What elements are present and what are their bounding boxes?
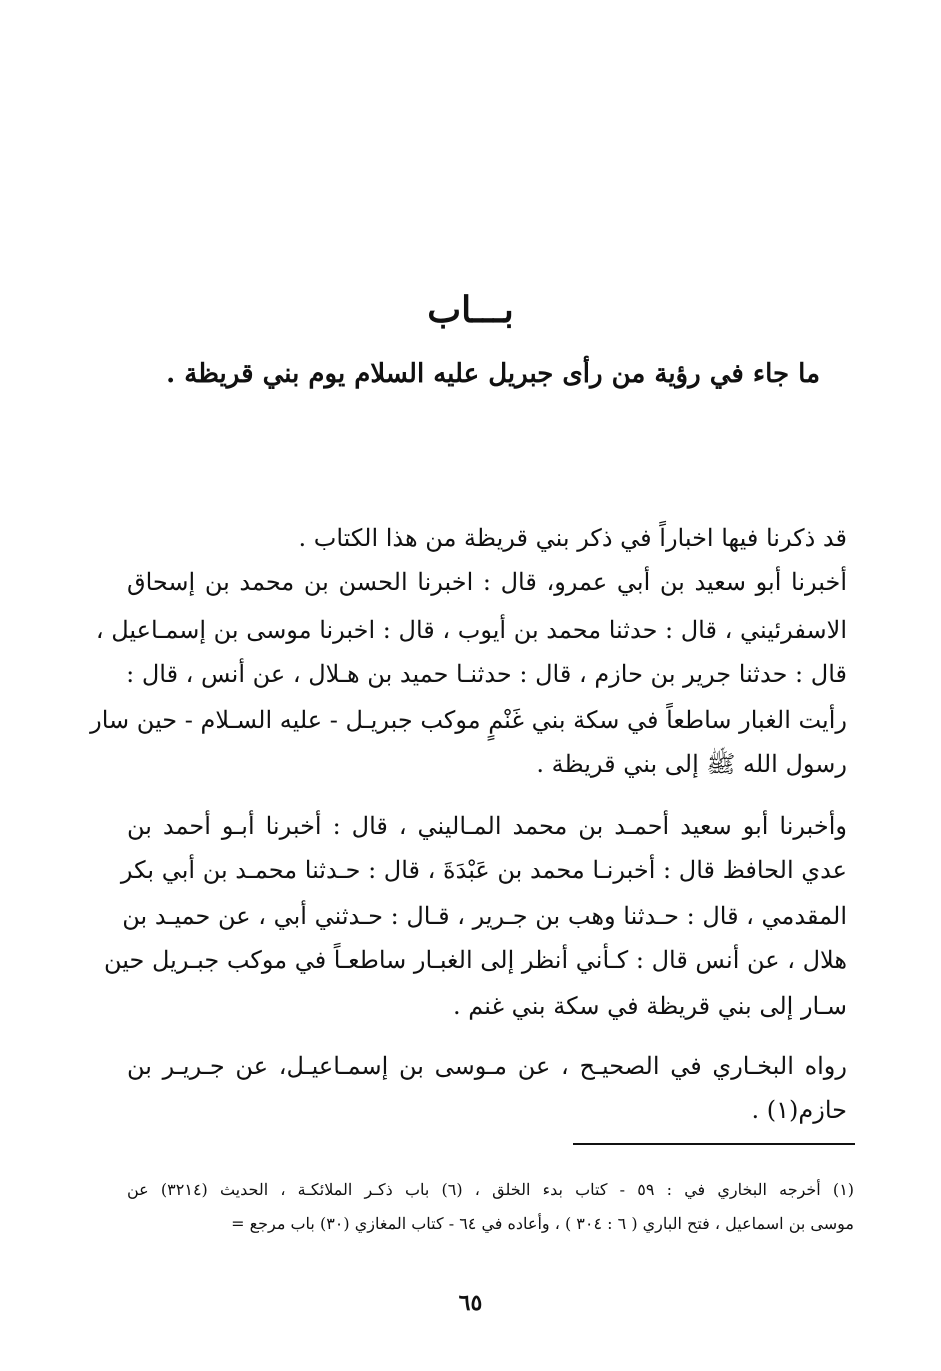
chapter-heading: بـــاب [427,289,514,331]
paragraph-line: المقدمي ، قال : حـدثنا وهب بن جـرير ، قـال : حـدثني أبي ، عن حميـد بن [122,902,847,930]
paragraph-line: عدي الحافظ قال : أخبرنـا محمد بن عَبْدَةَ ، قال : حـدثنا محمـد بن أبي بكر [120,856,847,884]
paragraph-line: رواه البخـاري في الصحيـح ، عن مـوسى بن إسمـاعيـل، عن جـريـر بن [127,1052,847,1080]
footnote-line: موسى بن اسماعيل ، فتح الباري ( ٦ : ٣٠٤ ) ، وأعاده في ٦٤ - كتاب المغازي (٣٠) باب مرجع = [231,1214,854,1233]
paragraph-line: قال : حدثنا جرير بن حازم ، قال : حدثنـا حميد بن هـلال ، عن أنس ، قال : [126,660,847,688]
chapter-title: ما جاء في رؤية من رأى جبريل عليه السلام يوم بني قريظة . [166,359,820,389]
paragraph-line: هلال ، عن أنس قال : كـأني أنظر إلى الغبـار ساطعـاً في موكب جبـريل حين [104,946,847,974]
paragraph-line: سـار إلى بني قريظة في سكة بني غنم . [453,992,847,1020]
footnote-line: (١) أخرجه البخاري في : ٥٩ - كتاب بدء الخلق ، (٦) باب ذكـر الملائكـة ، الحديث (٣٢١٤) عن [127,1180,855,1199]
page-number: ٦٥ [458,1290,483,1316]
paragraph-line: رسول الله ﷺ إلى بني قريظة . [536,750,847,778]
paragraph-line: وأخبرنا أبو سعيد أحمـد بن محمد المـاليني ، قال : أخبرنا أبـو أحمد بن [127,812,847,840]
paragraph-line: أخبرنا أبو سعيد بن أبي عمرو، قال : اخبرنا الحسن بن محمد بن إسحاق [127,568,847,596]
paragraph-line: حازم(١) . [751,1096,847,1124]
paragraph-line: قد ذكرنا فيها اخباراً في ذكر بني قريظة من هذا الكتاب . [298,524,847,552]
footnote-divider [573,1143,855,1145]
paragraph-line: الاسفرئيني ، قال : حدثنا محمد بن أيوب ، قال : اخبرنا موسى بن إسمـاعيل ، [95,616,847,644]
paragraph-line: رأيت الغبار ساطعاً في سكة بني غَنْمٍ موكب جبريـل - عليه السـلام - حين سار [90,706,847,734]
